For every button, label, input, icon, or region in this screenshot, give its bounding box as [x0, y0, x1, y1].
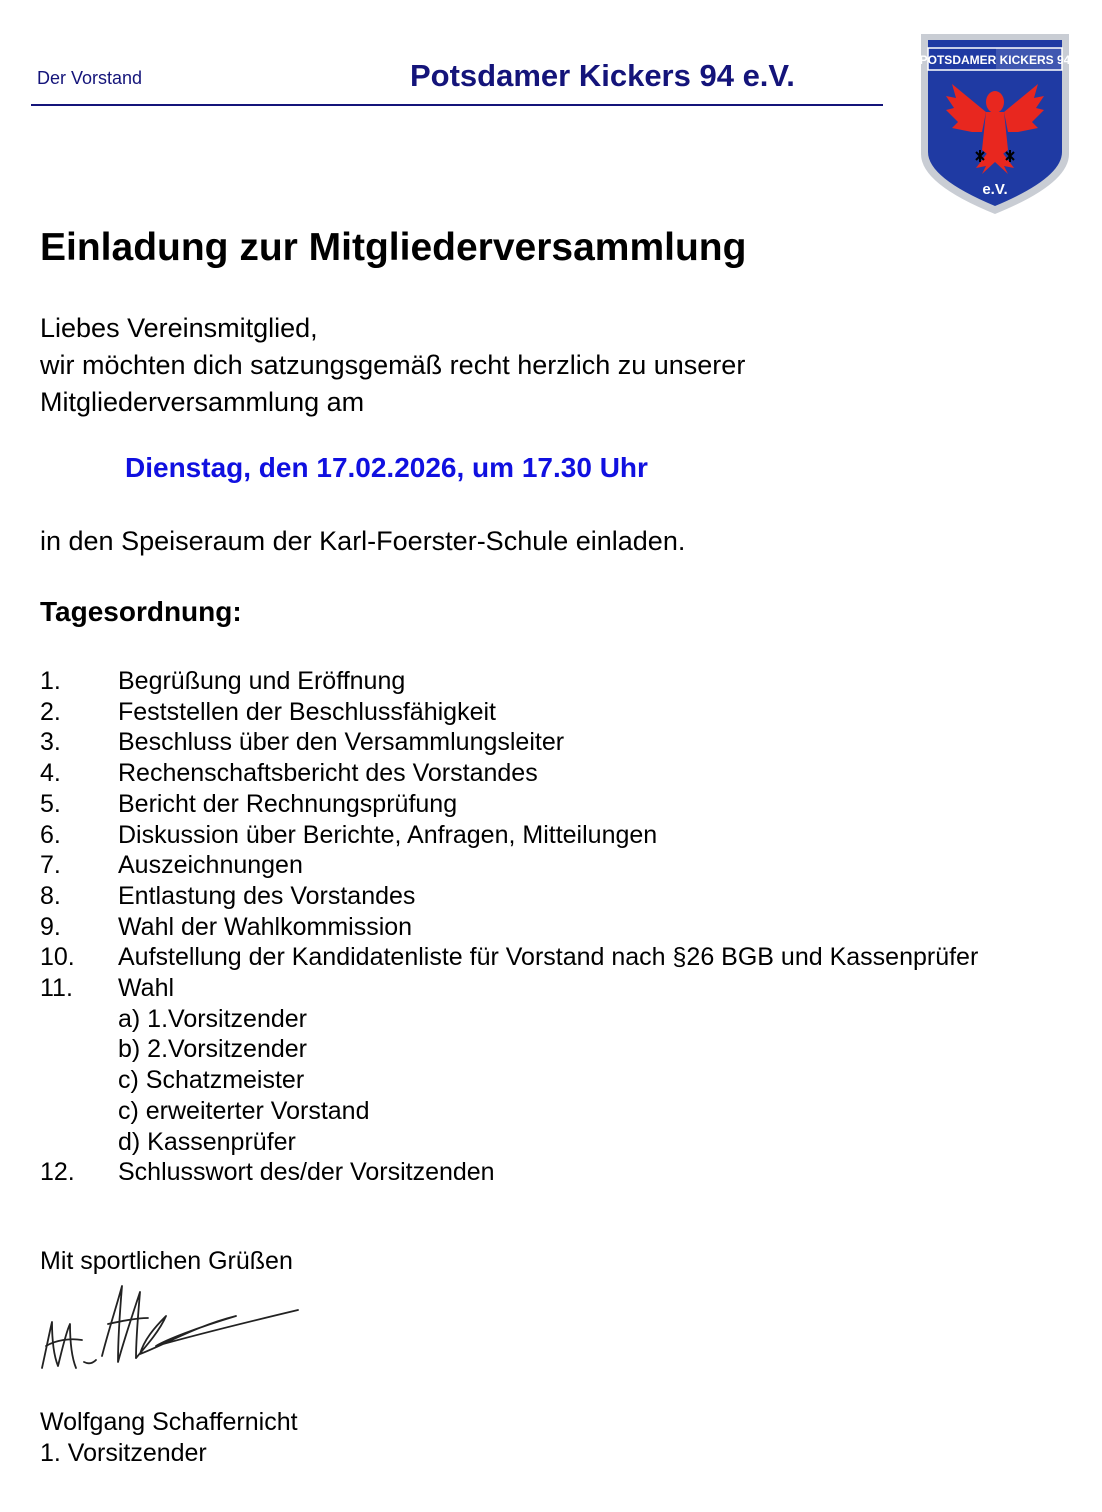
- agenda-item: [40, 942, 978, 973]
- signer-name: Wolfgang Schaffernicht: [40, 1408, 298, 1436]
- agenda-text: Wahl der Wahlkommission: [118, 912, 413, 941]
- greeting-line: Mitgliederversammlung am: [40, 387, 365, 417]
- agenda-item: [40, 912, 978, 943]
- department-label: Der Vorstand: [37, 68, 143, 88]
- agenda-item: [40, 820, 978, 851]
- agenda-text: Begrüßung und Eröffnung: [118, 667, 406, 695]
- agenda-number: 10.: [40, 943, 75, 972]
- agenda-text: Schlusswort des/der Vorsitzenden: [118, 1158, 495, 1187]
- agenda-number: 7.: [40, 851, 61, 880]
- agenda-subitem: d) Kassenprüfer: [118, 1127, 296, 1156]
- meeting-place: in den Speiseraum der Karl-Foerster-Schule einladen.: [40, 526, 686, 556]
- signer-block: [40, 1407, 298, 1469]
- agenda-item: [40, 850, 978, 881]
- agenda-number: 8.: [40, 881, 61, 910]
- agenda-number: 3.: [40, 728, 61, 757]
- club-name: Potsdamer Kickers 94 e.V.: [410, 58, 795, 93]
- closing-salutation: Mit sportlichen Grüßen: [40, 1247, 293, 1275]
- agenda-heading: Tagesordnung:: [40, 596, 242, 627]
- agenda-text: Wahl: [118, 974, 175, 1003]
- agenda-list: [40, 666, 978, 1188]
- agenda-sublist: [40, 1004, 978, 1158]
- agenda-text: Rechenschaftsbericht des Vorstandes: [118, 759, 538, 788]
- meeting-date: Dienstag, den 17.02.2026, um 17.30 Uhr: [125, 452, 648, 483]
- agenda-item: [40, 1157, 978, 1188]
- signature: [36, 1280, 306, 1380]
- agenda-text: Feststellen der Beschlussfähigkeit: [118, 697, 496, 726]
- agenda-text: Bericht der Rechnungsprüfung: [118, 789, 458, 818]
- agenda-item: [40, 758, 978, 789]
- agenda-number: 9.: [40, 912, 61, 941]
- agenda-number: 1.: [40, 667, 61, 695]
- logo-suffix: e.V.: [982, 181, 1008, 198]
- page-title: Einladung zur Mitgliederversammlung: [40, 226, 747, 269]
- agenda-item: [40, 881, 978, 912]
- agenda-text: Auszeichnungen: [118, 851, 303, 880]
- agenda-subitem: c) erweiterter Vorstand: [118, 1096, 370, 1125]
- agenda-item: [40, 789, 978, 820]
- agenda-subitem: c) Schatzmeister: [118, 1066, 305, 1095]
- agenda-text: Entlastung des Vorstandes: [118, 881, 416, 910]
- agenda-number: 6.: [40, 820, 61, 849]
- agenda-text: Beschluss über den Versammlungsleiter: [118, 728, 565, 757]
- agenda-number: 5.: [40, 789, 61, 818]
- agenda-subitem: a) 1.Vorsitzender: [118, 1004, 307, 1033]
- agenda-item: [40, 973, 978, 1004]
- greeting: [40, 310, 745, 421]
- agenda-number: 2.: [40, 697, 61, 726]
- club-logo: [916, 32, 1074, 216]
- agenda-number: 11.: [40, 974, 73, 1003]
- signer-role: 1. Vorsitzender: [40, 1439, 207, 1467]
- agenda-item: [40, 666, 978, 697]
- agenda-subitem: b) 2.Vorsitzender: [118, 1035, 307, 1064]
- greeting-line: wir möchten dich satzungsgemäß recht herzlich zu unserer: [40, 350, 746, 380]
- logo-banner-text: POTSDAMER KICKERS 94: [919, 53, 1071, 67]
- agenda-item: [40, 727, 978, 758]
- agenda-text: Aufstellung der Kandidatenliste für Vorstand nach §26 BGB und Kassenprüfer: [118, 943, 979, 972]
- greeting-line: Liebes Vereinsmitglied,: [40, 313, 318, 343]
- agenda-text: Diskussion über Berichte, Anfragen, Mitteilungen: [118, 820, 658, 849]
- agenda-number: 12.: [40, 1158, 75, 1187]
- agenda-number: 4.: [40, 759, 61, 788]
- agenda-item: [40, 697, 978, 728]
- header-divider: [31, 104, 883, 106]
